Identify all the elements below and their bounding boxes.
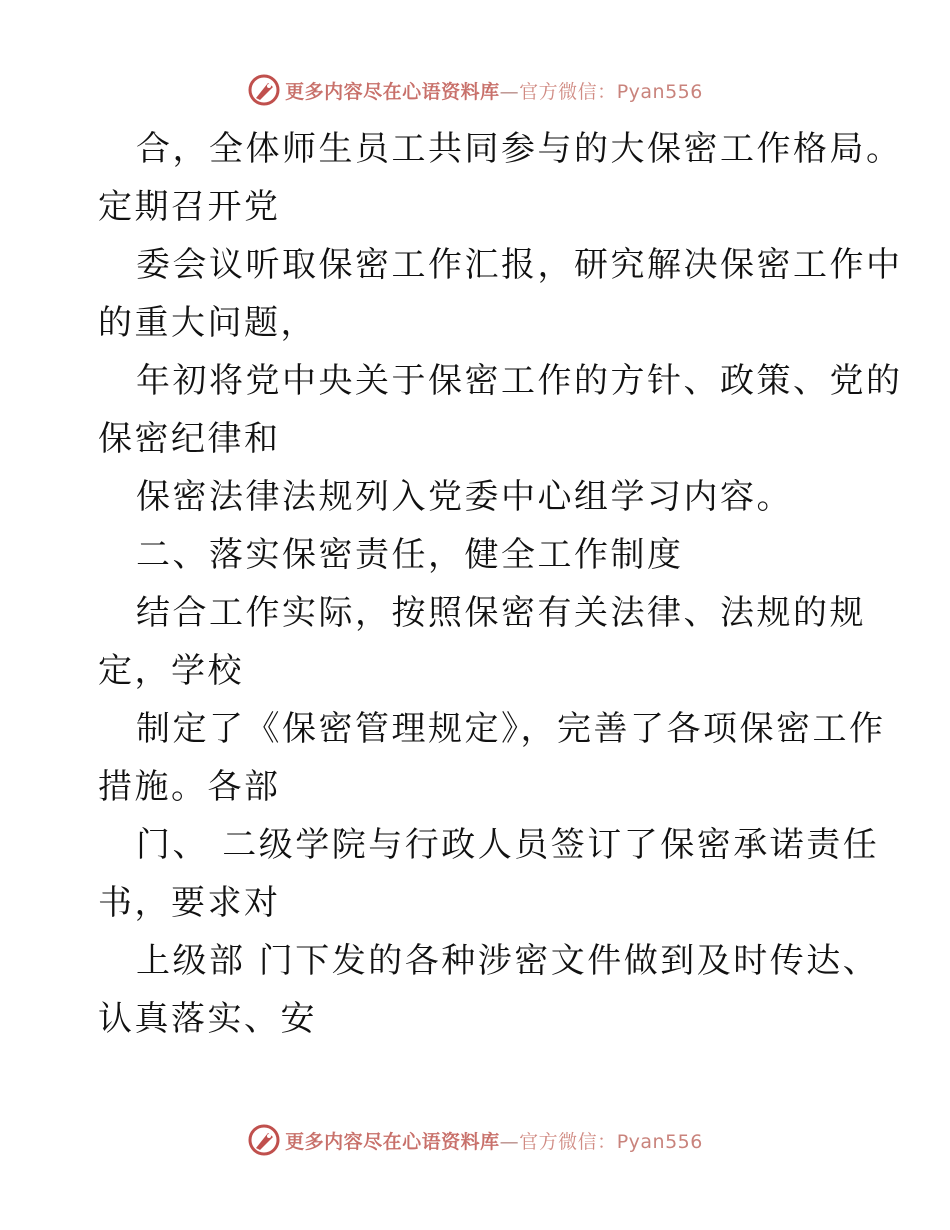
body-line: 书，要求对: [98, 883, 281, 923]
body-line: 合，全体师生员工共同参与的大保密工作格局。: [136, 129, 903, 169]
watermark-text: [285, 77, 703, 104]
body-line: 定，学校: [98, 651, 244, 691]
body-line: 结合工作实际，按照保密有关法律、法规的规: [136, 593, 866, 633]
body-line: 年初将党中央关于保密工作的方针、政策、党的: [136, 361, 903, 401]
body-line: 上级部 门下发的各种涉密文件做到及时传达、: [136, 941, 880, 981]
section-heading: 二、落实保密责任，健全工作制度: [136, 535, 684, 575]
watermark-text: [285, 1127, 703, 1154]
watermark-wechat-id: Pyan556: [616, 80, 703, 103]
body-line: 委会议听取保密工作汇报，研究解决保密工作中: [136, 245, 903, 285]
watermark-separator: —: [499, 1130, 520, 1153]
watermark-wechat-label: 官方微信：: [519, 80, 617, 103]
watermark-wechat-label: 官方微信：: [519, 1130, 617, 1153]
footer-watermark: [0, 1120, 950, 1160]
header-watermark: [0, 70, 950, 110]
body-line: 措施。各部: [98, 767, 281, 807]
watermark-brand: 更多内容尽在心语资料库: [285, 80, 500, 103]
body-line: 的重大问题，: [98, 303, 317, 343]
document-body: [98, 120, 903, 1048]
body-line: 认真落实、安: [98, 999, 317, 1039]
watermark-brand: 更多内容尽在心语资料库: [285, 1130, 500, 1153]
watermark-separator: —: [499, 80, 520, 103]
body-line: 保密法律法规列入党委中心组学习内容。: [136, 477, 793, 517]
watermark-wechat-id: Pyan556: [616, 1130, 703, 1153]
body-line: 制定了《保密管理规定》，完善了各项保密工作: [136, 709, 886, 749]
body-line: 保密纪律和: [98, 419, 281, 459]
pen-nib-logo-icon: [247, 73, 281, 107]
body-line: 门、 二级学院与行政人员签订了保密承诺责任: [136, 825, 880, 865]
pen-nib-logo-icon: [247, 1123, 281, 1157]
body-line: 定期召开党: [98, 187, 281, 227]
